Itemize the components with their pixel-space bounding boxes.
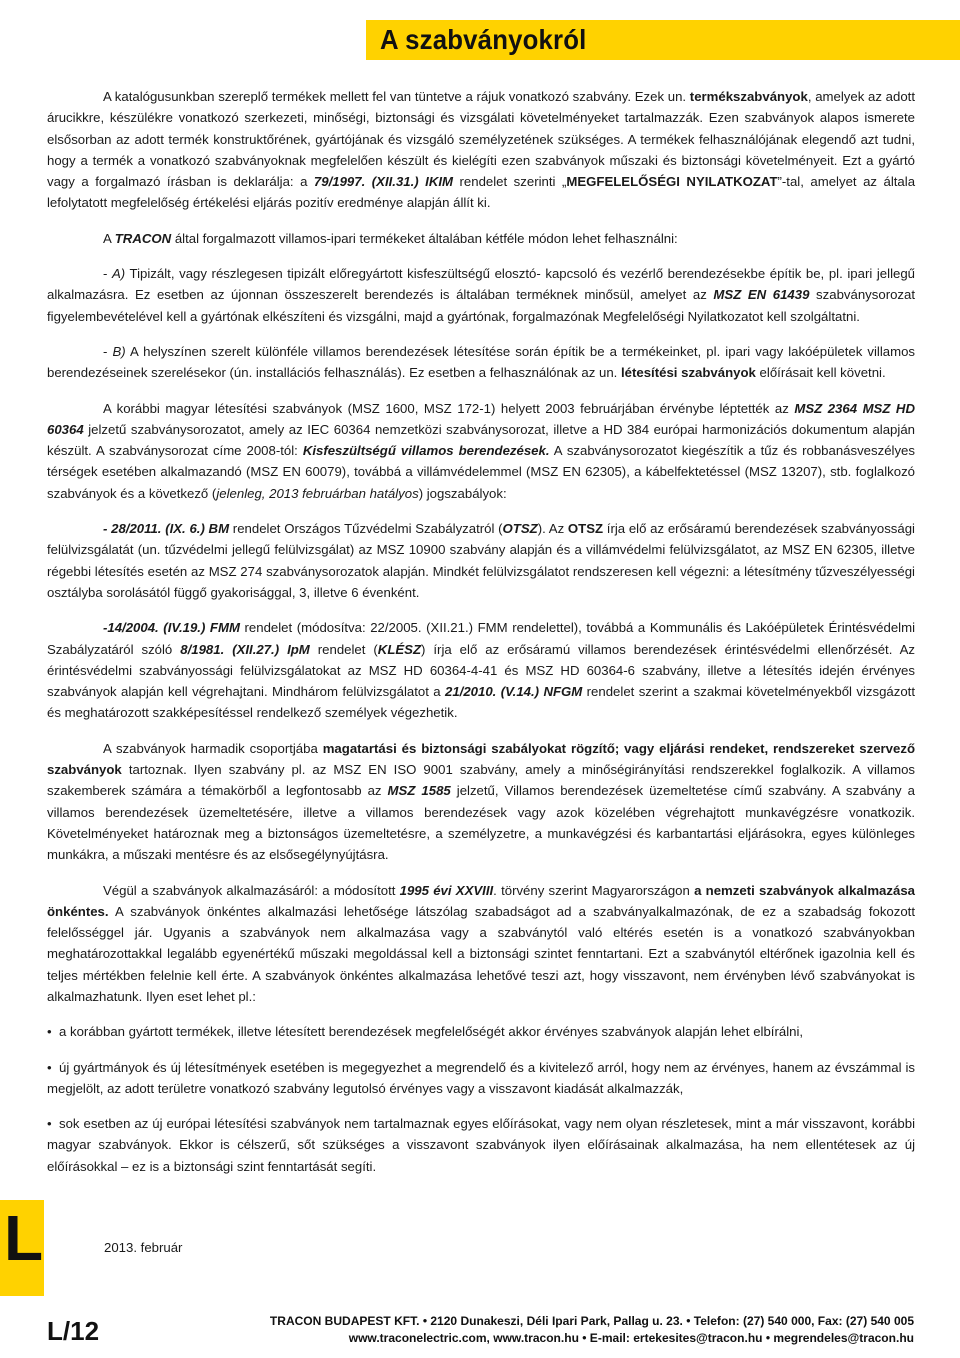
bullet-item	[47, 1113, 915, 1177]
page-number: L/12	[47, 1316, 100, 1346]
paragraph-option-b	[47, 341, 915, 384]
text-bold-italic: 79/1997. (XII.31.) IKIM	[313, 174, 454, 190]
footer	[250, 1313, 914, 1347]
text-bold-italic: -14/2004. (IV.19.) FMM	[103, 620, 240, 636]
text: új gyártmányok és új létesítmények esetében is megegyezhet a megrendelő és a kivitelező arról, hogy nem az érvényes, hanem az évszámmal is megjelölt, az adott területre vonatkozó szabvány legutolsó érvényes vagy a visszavont kiadását alkalmazzák,	[47, 1059, 915, 1096]
text: sok esetben az új európai létesítési szabványok nem tartalmaznak egyes előírásokat, vagy nem olyan részletesek, mint a már visszavont, korábbi magyar szabványok. Ekkor is célszerű, sőt szükséges a visszavont szabványok ilyen előírásainak alkalmazása, ha nem ellentétesek az új előírásokkal – ez is a biztonsági szint fenntartását segíti.	[47, 1116, 915, 1174]
text-bold-italic: KLÉSZ	[377, 641, 422, 657]
text-italic: A)	[112, 266, 126, 282]
text: A szabványsorozatot kiegészítik a tűz és robbanásveszélyes térségek esetében alkalmazandó (MSZ EN 60079), továbbá a villámvédelemmel (MSZ EN 62305), a kábelfektetéssel (MSZ 13207), stb. foglalkozó szabványok és a következő (	[47, 443, 915, 501]
text: által forgalmazott villamos-ipari termékeket általában kétféle módon lehet felhasználni:	[171, 230, 678, 246]
text: A korábbi magyar létesítési szabványok (MSZ 1600, MSZ 172-1) helyett 2003 februárjában érvénybe léptették az	[103, 400, 795, 416]
text: rendelet szerint a szakmai követelményekből vizsgázott és meghatározott szakképesítéssel rendelkező személyek végezhetik.	[47, 684, 915, 721]
text-bold-italic: MSZ 1585	[387, 783, 451, 799]
title-bar	[366, 20, 960, 60]
paragraph-intro	[47, 86, 915, 214]
text-bold: termékszabványok	[689, 89, 808, 104]
text-bold-italic: TRACON	[114, 230, 172, 246]
text: ) jogszabályok:	[418, 485, 507, 501]
text: ”-tal, amelyet az általa lefolytatott megfelelőség értékelési eljárás pozitív eredménye alapján állít ki.	[47, 174, 916, 211]
text: -	[103, 266, 112, 282]
text: rendelet Országos Tűzvédelmi Szabályzatról (	[229, 521, 503, 537]
text-bold-italic: MSZ 2364 MSZ HD 60364	[47, 400, 915, 437]
paragraph-third-group	[47, 738, 915, 866]
bullet-icon: •	[47, 1059, 52, 1075]
section-tab-letter: L	[4, 1202, 44, 1274]
text-bold: OTSZ	[567, 521, 604, 537]
text-bold-italic: OTSZ	[502, 521, 538, 537]
document-date: 2013. február	[104, 1240, 183, 1255]
text: jelzetű szabványsorozatot, amely az IEC 60364 nemzetközi szabványsorozat, illetve a HD 384 európai harmonizációs dokumentum alapján készült. A szabványsorozat címe 2008-tól:	[47, 421, 915, 459]
text: -	[103, 343, 113, 359]
text: előírásait kell követni.	[755, 365, 886, 381]
text: ). Az	[537, 521, 568, 537]
footer-address: TRACON BUDAPEST KFT. • 2120 Dunakeszi, Déli Ipari Park, Pallag u. 23. • Telefon: (27) 540 000, Fax: (27) 540 005	[269, 1314, 914, 1328]
text-bold-italic: 1995 évi XXVIII	[399, 882, 494, 898]
bullet-item	[47, 1057, 915, 1100]
paragraph-standards	[47, 398, 915, 504]
text: rendelet (	[309, 641, 378, 657]
text: írja elő az erősáramú berendezések szabványossági felülvizsgálatát (un. tűzvédelmi jellegű felülvizsgálat) az MSZ 10900 szabvány alapján és a villámvédelmi felülvizsgálatot, az MSZ EN 62305, illetve régebbi létesítés esetén az MSZ 274 szabványsorozatok alapján. Mindkét felülvizsgálatot rendszeresen kell végezni: a létesítmény tűzveszélyességi osztályba sorolásától függő gyakorisággal, 3, illetve 6 évenként.	[47, 521, 915, 600]
bullet-icon: •	[47, 1116, 52, 1132]
text: rendelet (módosítva: 22/2005. (XII.21.) FMM rendelettel), továbbá a Kommunális és Lakóépületek Érintésvédelmi Szabályzatáról szóló	[47, 620, 916, 657]
text: A katalógusunkban szereplő termékek mellett fel van tüntetve a rájuk vonatkozó szabvány. Ezek un.	[103, 89, 690, 104]
text-bold-italic: Kisfeszültségű villamos berendezések.	[302, 443, 550, 459]
text-bold-italic: 21/2010. (V.14.) NFGM	[444, 684, 583, 700]
text-bold: MEGFELELŐSÉGI NYILATKOZAT	[566, 174, 778, 190]
section-tab	[0, 1200, 44, 1296]
text-bold-italic: - 28/2011. (IX. 6.) BM	[103, 521, 230, 537]
text: tartoznak. Ilyen szabvány pl. az MSZ EN ISO 9001 szabvány, amely a minőségirányítási rendszerekkel foglalkozik. A villamos szakemberek számára a témakörből a legfontosabb az	[47, 762, 915, 799]
bullet-icon: •	[47, 1024, 52, 1040]
text-bold: magatartási és biztonsági szabályokat rögzítő; vagy eljárási rendeket, rendszereket szervező szabványok	[47, 740, 915, 778]
text: szabványsorozat figyelembevételével kell a gyártónak elkészíteni és vizsgálni, majd a gyártónak, forgalmazónak Megfelelőségi Nyilatkozatot kell szolgáltatni.	[47, 287, 916, 324]
paragraph-option-a	[47, 263, 915, 327]
bullet-item	[47, 1021, 915, 1042]
text-bold-italic: 8/1981. (XII.27.) IpM	[180, 641, 310, 657]
text: , amelyek az adott árucikkre, készülékre vonatkozó szerkezeti, minőségi, biztonsági és vizsgálati követelményeket tartalmazzák. Ezen szabványok alapos ismerete elsősorban az adott termék konstruktőrének, gyártójának és vizsgáló személyzetének szükséges. A termékek felhasználójának elegendő azt tudni, hogy a termék a vonatkozó szabványoknak megfelelően készült és kielégíti ezen szabványok műszaki és biztonsági követelményeit. Ezt a gyártó vagy a forgalmazó írásban is deklarálja: a	[47, 89, 915, 190]
text-bold-italic: MSZ EN 61439	[713, 287, 810, 303]
text: A szabványok harmadik csoportjába	[103, 740, 323, 756]
text: rendelet szerinti „	[453, 174, 567, 190]
text: ) írja elő az erősáramú villamos berendezések érintésvédelmi ellenőrzését. Az érintésvédelmi szabványossági felülvizsgálatokat az MSZ HD 60364-4-41 és MSZ HD 60364-6 szabvány, illetve a létesítés idején érvényes szabványok alapján kell végrehajtani. Mindhárom felülvizsgálatot a	[47, 641, 915, 700]
text: Végül a szabványok alkalmazásáról: a módosított	[103, 882, 400, 898]
text: A szabványok önkéntes alkalmazási lehetősége látszólag szabadságot ad a szabványalkalmazónak, de ez a szabadság fokozott felelősséggel jár. Ugyanis a szabványok nem alkalmazása vagy a szabványtól való eltérés esetén is a vonatkozó szabványokban meghatározottakkal legalább egyenértékű műszaki megoldással kell a biztonsági szintet fenntartani. Ezt a szabványtól eltérőnek igazolnia kell és teljes mértékben felelnie kell érte. A szabványok önkéntes alkalmazása lehetővé teszi azt, hogy visszavont, nem érvényben lévő szabványokat is alkalmazhatunk. Ilyen eset lehet pl.:	[47, 903, 915, 1004]
text: jelzetű, Villamos berendezések üzemeltetése című szabvány. A szabvány a villamos berendezések üzemeltetésére, illetve a villamos berendezések vagy azok közelében végrehajtott munkavégzésre vonatkozik. Követelményeket határoznak meg a biztonságos üzemeltetésre, a személyzetre, a munkavégzési és karbantartási eljárásokra, egyes különleges munkákra, a műszaki mentésre és az elsősegélynyújtásra.	[47, 783, 915, 863]
text-italic: B)	[112, 343, 126, 359]
text-italic: jelenleg, 2013 februárban hatályos	[216, 485, 419, 501]
paragraph-voluntary	[47, 880, 915, 1008]
text: . törvény szerint Magyarországon	[493, 882, 695, 898]
document-body	[47, 86, 915, 1191]
paragraph-usage	[47, 228, 915, 249]
text-bold: a nemzeti szabványok alkalmazása önkéntes.	[47, 882, 915, 919]
paragraph-otsz	[47, 518, 915, 603]
text: A	[103, 230, 115, 246]
text: a korábban gyártott termékek, illetve létesített berendezések megfelelőségét akkor érvényes szabványok alapján lehet elbírálni,	[59, 1024, 804, 1040]
text: Tipizált, vagy részlegesen tipizált előregyártott kisfeszültségű elosztó- kapcsoló és vezérlő berendezésekbe építik be, pl. ipari jellegű alkalmazásra. Ez esetben az újonnan összeszerelt berendezés is általában terméknek minősül, amelyet az	[47, 266, 915, 303]
paragraph-fmm	[47, 617, 915, 723]
page-title: A szabványokról	[380, 24, 587, 55]
text: A helyszínen szerelt különféle villamos berendezések létesítése során építik be a termékeinket, pl. ipari vagy lakóépületek villamos berendezéseinek szerelésekor (ún. installációs felhasználás). Ez esetben a felhasználónak az un.	[47, 343, 916, 381]
footer-contacts: www.traconelectric.com, www.tracon.hu • E-mail: ertekesites@tracon.hu • megrendeles@tracon.hu	[348, 1331, 914, 1345]
text-bold: létesítési szabványok	[621, 365, 756, 381]
